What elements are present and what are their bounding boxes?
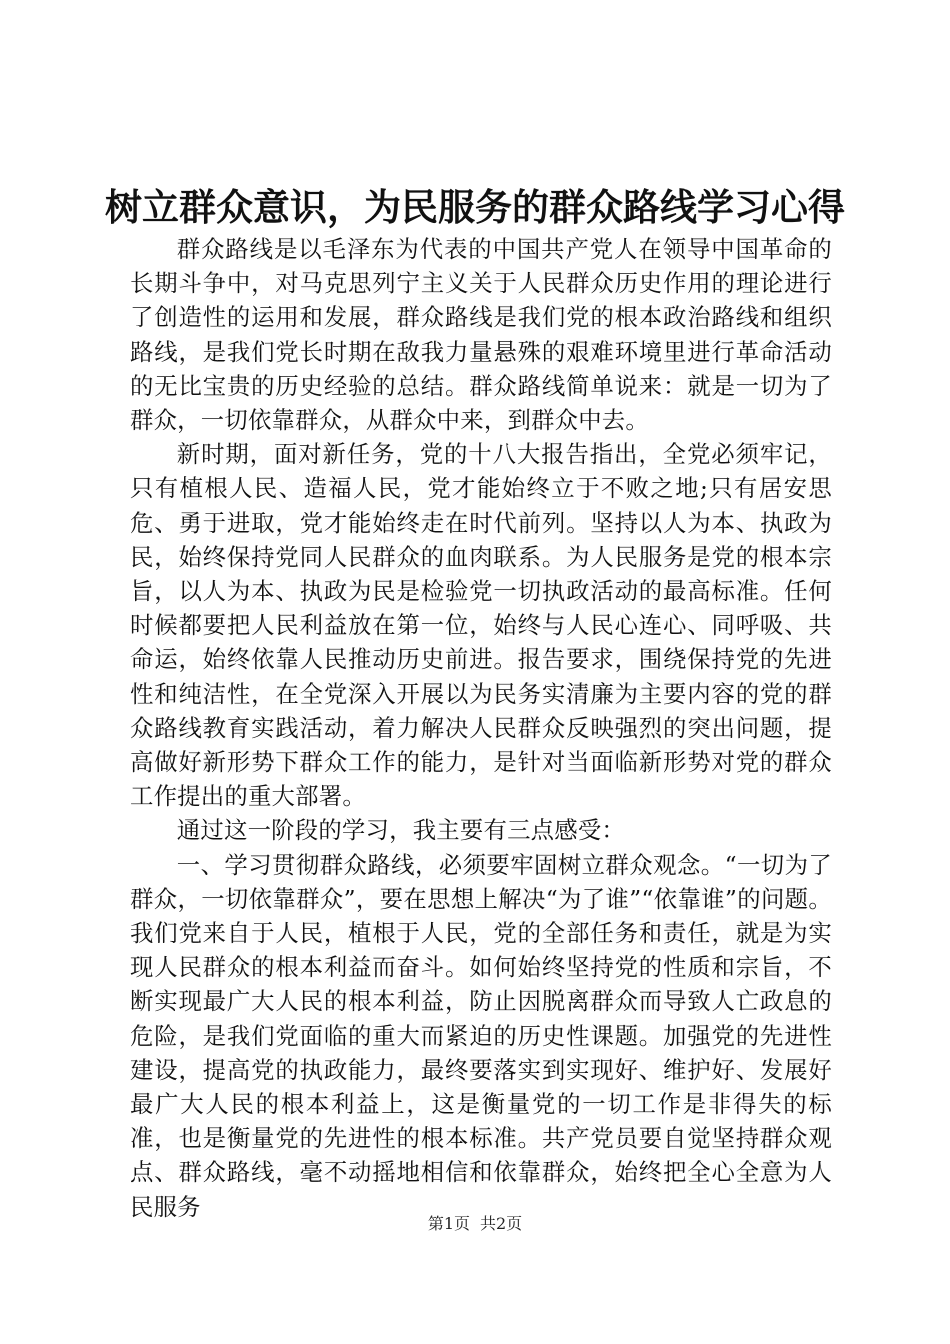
- document-title: 树立群众意识，为民服务的群众路线学习心得: [105, 186, 845, 229]
- paragraph-4: 一、学习贯彻群众路线，必须要牢固树立群众观念。“一切为了群众，一切依靠群众”，要在思想上解决“为了谁”“依靠谁”的问题。我们党来自于人民，植根于人民，党的全部任务和责任，就是为实现人民群众的根本利益而奋斗。如何始终坚持党的性质和宗旨，不断实现最广大人民的根本利益，防止因脱离群众而导致人亡政息的危险，是我们党面临的重大而紧迫的历史性课题。加强党的先进性建设，提高党的执政能力，最终要落实到实现好、维护好、发展好最广大人民的根本利益上，这是衡量党的一切工作是非得失的标准，也是衡量党的先进性的根本标准。共产党员要自觉坚持群众观点、群众路线，毫不动摇地相信和依靠群众，始终把全心全意为人民服务: [130, 850, 833, 1221]
- document-body: [130, 232, 832, 1224]
- paragraph-3: 通过这一阶段的学习，我主要有三点感受：: [176, 816, 626, 845]
- current-page-number: 第1页: [427, 1214, 470, 1233]
- paragraph-2: 新时期，面对新任务，党的十八大报告指出，全党必须牢记，只有植根人民、造福人民，党才能始终立于不败之地;只有居安思危、勇于进取，党才能始终走在时代前列。坚持以人为本、执政为民，始终保持党同人民群众的血肉联系。为人民服务是党的根本宗旨，以人为本、执政为民是检验党一切执政活动的最高标准。任何时候都要把人民利益放在第一位，始终与人民心连心、同呼吸、共命运，始终依靠人民推动历史前进。报告要求，围绕保持党的先进性和纯洁性，在全党深入开展以为民务实清廉为主要内容的党的群众路线教育实践活动，着力解决人民群众反映强烈的突出问题，提高做好新形势下群众工作的能力，是针对当面临新形势对党的群众工作提出的重大部署。: [130, 440, 832, 811]
- paragraph-1: 群众路线是以毛泽东为代表的中国共产党人在领导中国革命的长期斗争中，对马克思列宁主义关于人民群众历史作用的理论进行了创造性的运用和发展，群众路线是我们党的根本政治路线和组织路线，是我们党长时期在敌我力量悬殊的艰难环境里进行革命活动的无比宝贵的历史经验的总结。群众路线简单说来：就是一切为了群众，一切依靠群众，从群众中来，到群众中去。: [130, 235, 832, 435]
- page-footer: [0, 1212, 950, 1236]
- total-page-count: 共2页: [480, 1214, 523, 1233]
